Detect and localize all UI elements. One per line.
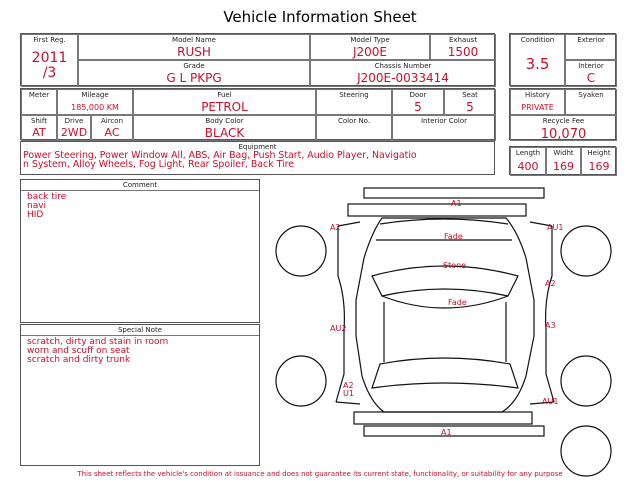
length-label: Length xyxy=(515,149,541,157)
mileage-value: 185,000 KM xyxy=(71,103,119,112)
sheet-title: Vehicle Information Sheet xyxy=(223,8,417,26)
comment-line-1: back tire xyxy=(27,192,67,202)
length-value: 400 xyxy=(517,160,539,173)
seat-value: 5 xyxy=(466,100,474,114)
meter-label: Meter xyxy=(28,91,50,99)
damage-mark-a2-left-rear: A2 xyxy=(343,381,354,390)
width-value: 169 xyxy=(553,160,574,173)
comment-label: Comment xyxy=(21,180,259,191)
chassis-number-value: J200E-0033414 xyxy=(357,71,449,85)
special-note-line-3: scratch and dirty trunk xyxy=(27,355,131,365)
fuel-label: Fuel xyxy=(217,91,232,99)
damage-mark-a1-front: A1 xyxy=(451,199,462,208)
interior-value: C xyxy=(586,71,596,85)
damage-mark-au1-right-front: AU1 xyxy=(547,223,564,232)
damage-mark-a2-left-front: A2 xyxy=(330,223,341,232)
recycle-fee-label: Recycle Fee xyxy=(542,117,585,125)
history-label: History xyxy=(525,91,550,99)
equipment-line-2: n System, Alloy Wheels, Fog Light, Rear Spoiler, Back Tire xyxy=(23,159,295,170)
special-note-label: Special Note xyxy=(21,325,259,336)
first-reg-label: First Reg. xyxy=(33,36,66,44)
exhaust-value: 1500 xyxy=(447,45,479,59)
special-note-line-2: worn and scuff on seat xyxy=(27,346,130,356)
height-label: Height xyxy=(587,149,611,157)
damage-mark-a2-right: A2 xyxy=(545,279,556,288)
drive-label: Drive xyxy=(64,117,84,125)
grade-label: Grade xyxy=(183,62,205,70)
door-label: Door xyxy=(409,91,427,99)
mileage-label: Mileage xyxy=(81,91,109,99)
shift-value: AT xyxy=(32,126,46,139)
interior-color-label: Interior Color xyxy=(420,117,468,125)
aircon-label: Aircon xyxy=(100,117,124,125)
damage-mark-stone-windshield: Stone xyxy=(443,261,467,270)
grade-value: G L PKPG xyxy=(166,71,222,85)
body-color-label: Body Color xyxy=(205,117,244,125)
aircon-value: AC xyxy=(104,126,120,139)
door-value: 5 xyxy=(414,100,422,114)
syaken-label: Syaken xyxy=(578,91,604,99)
special-note-line-1: scratch, dirty and stain in room xyxy=(27,337,169,347)
equipment-line-1: Power Steering, Power Window All, ABS, Air Bag, Push Start, Audio Player, Navigatio xyxy=(23,150,417,161)
damage-mark-u1-left-rear: U1 xyxy=(343,389,354,398)
color-no-label: Color No. xyxy=(337,117,371,125)
chassis-number-label: Chassis Number xyxy=(374,62,432,70)
history-value: PRIVATE xyxy=(521,103,554,112)
shift-label: Shift xyxy=(31,117,47,125)
first-reg-year: 2011 xyxy=(31,50,68,66)
fuel-value: PETROL xyxy=(201,100,248,114)
damage-mark-fade-hood: Fade xyxy=(444,232,463,241)
steering-label: Steering xyxy=(339,91,369,99)
model-type-label: Model Type xyxy=(350,36,390,44)
recycle-fee-value: 10,070 xyxy=(540,127,587,142)
equipment-label: Equipment xyxy=(238,143,277,151)
interior-label: Interior xyxy=(578,62,604,70)
comment-line-2: navi xyxy=(27,201,47,211)
exterior-label: Exterior xyxy=(577,36,605,44)
body-color-value: BLACK xyxy=(204,126,245,140)
damage-mark-a1-rear: A1 xyxy=(441,428,452,437)
height-value: 169 xyxy=(588,160,610,173)
first-reg-month: /3 xyxy=(42,65,57,81)
width-label: Widht xyxy=(553,149,574,157)
damage-mark-au2-left: AU2 xyxy=(330,324,347,333)
seat-label: Seat xyxy=(462,91,478,99)
model-name-label: Model Name xyxy=(172,36,216,44)
condition-label: Condition xyxy=(520,36,555,44)
footer-disclaimer: This sheet reflects the vehicle's condition at issuance and does not guarantee its current state, functionality, or suitability for any purpose xyxy=(77,470,563,478)
exhaust-label: Exhaust xyxy=(448,36,478,44)
model-type-value: J200E xyxy=(352,45,388,59)
drive-value: 2WD xyxy=(60,126,88,139)
comment-line-3: HID xyxy=(27,210,44,220)
damage-mark-au1-right-rear: AU1 xyxy=(542,397,559,406)
condition-value: 3.5 xyxy=(525,55,550,73)
damage-mark-fade-roof: Fade xyxy=(448,298,467,307)
damage-mark-a3-right: A3 xyxy=(545,321,556,330)
model-name-value: RUSH xyxy=(177,45,211,59)
